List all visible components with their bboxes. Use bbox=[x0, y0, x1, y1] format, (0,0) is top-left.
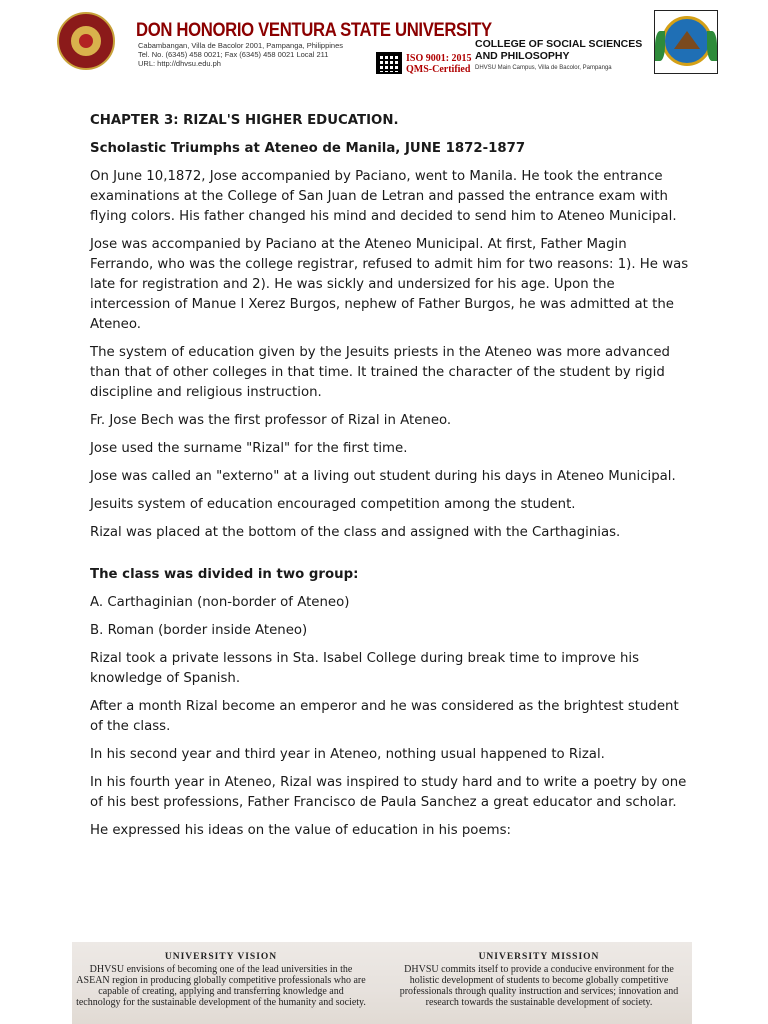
paragraph: Fr. Jose Bech was the first professor of Rizal in Ateneo. bbox=[90, 413, 452, 428]
college-name-line1: COLLEGE OF SOCIAL SCIENCES bbox=[475, 38, 643, 50]
dhvsu-seal-icon bbox=[57, 12, 115, 70]
paragraph: B. Roman (border inside Ateneo) bbox=[90, 623, 308, 638]
mission-text: DHVSU commits itself to provide a conducive environment for the holistic development of students to become globally competitive professionals through quality instruction and services; innovation and research towards the sustainable development of society. bbox=[399, 964, 679, 1008]
vision-text: DHVSU envisions of becoming one of the lead universities in the ASEAN region in producing globally competitive professionals who are capable of creating, applying and transferring knowledge and technology for the sustainable development of the humanity and society. bbox=[76, 964, 366, 1008]
section-subtitle: Scholastic Triumphs at Ateneo de Manila, JUNE 1872-1877 bbox=[90, 141, 526, 156]
chapter-title: CHAPTER 3: RIZAL'S HIGHER EDUCATION. bbox=[90, 113, 399, 128]
iso-qms: QMS-Certified bbox=[406, 64, 471, 75]
document-body bbox=[90, 111, 690, 849]
university-address: Cabambangan, Villa de Bacolor 2001, Pampanga, Philippines bbox=[138, 41, 344, 50]
paragraph: After a month Rizal become an emperor and he was considered as the brightest student of the class. bbox=[90, 699, 679, 734]
letterhead bbox=[52, 8, 720, 76]
paragraph: Rizal was placed at the bottom of the class and assigned with the Carthaginias. bbox=[90, 525, 621, 540]
paragraph: Rizal took a private lessons in Sta. Isabel College during break time to improve his knowledge of Spanish. bbox=[90, 651, 639, 686]
paragraph: In his second year and third year in Ateneo, nothing usual happened to Rizal. bbox=[90, 747, 605, 762]
paragraph: A. Carthaginian (non-border of Ateneo) bbox=[90, 595, 350, 610]
iso-certification bbox=[406, 53, 472, 75]
vision-title: UNIVERSITY VISION bbox=[164, 952, 278, 962]
paragraph: The system of education given by the Jesuits priests in the Ateneo was more advanced than that of other colleges in that time. It trained the character of the student by rigid discipline and religious instruction. bbox=[90, 345, 670, 400]
paragraph: In his fourth year in Ateneo, Rizal was inspired to study hard and to write a poetry by one of his best professions, Father Francisco de Paula Sanchez a great educator and scholar. bbox=[90, 775, 687, 810]
group-heading: The class was divided in two group: bbox=[90, 567, 359, 582]
paragraph: On June 10,1872, Jose accompanied by Paciano, went to Manila. He took the entrance examinations at the College of San Juan de Letran and passed the entrance exam with flying colors. His father changed his mind and decided to send him to Ateneo Municipal. bbox=[90, 169, 677, 224]
university-phone: Tel. No. (6345) 458 0021; Fax (6345) 458 0021 Local 211 bbox=[138, 50, 329, 59]
college-seal-icon bbox=[654, 10, 718, 74]
college-name bbox=[475, 38, 642, 62]
vision-block bbox=[76, 952, 366, 1008]
college-name-line2: AND PHILOSOPHY bbox=[475, 50, 570, 62]
paragraph: Jose was accompanied by Paciano at the Ateneo Municipal. At first, Father Magin Ferrando, who was the college registrar, refused to admit him for two reasons: 1). He was late for registration and 2). He was sickly and undersized for his age. Upon the intercession of Manue l Xerez Burgos, nephew of Father Burgos, he was admitted at the Ateneo. bbox=[90, 237, 689, 332]
paragraph: Jose was called an "externo" at a living out student during his days in Ateneo Municipal. bbox=[90, 469, 676, 484]
paragraph: He expressed his ideas on the value of education in his poems: bbox=[90, 823, 511, 838]
mission-block bbox=[394, 952, 684, 1008]
campus-address: DHVSU Main Campus, Villa de Bacolor, Pampanga bbox=[475, 65, 612, 71]
university-name: DON HONORIO VENTURA STATE UNIVERSITY bbox=[136, 20, 492, 41]
paragraph: Jesuits system of education encouraged competition among the student. bbox=[90, 497, 576, 512]
iso-standard: ISO 9001: 2015 bbox=[406, 53, 472, 64]
qr-code-icon bbox=[376, 52, 402, 74]
mission-title: UNIVERSITY MISSION bbox=[478, 952, 600, 962]
vision-mission-footer bbox=[72, 942, 692, 1024]
paragraph: Jose used the surname "Rizal" for the first time. bbox=[90, 441, 408, 456]
university-url: URL: http://dhvsu.edu.ph bbox=[138, 59, 221, 68]
